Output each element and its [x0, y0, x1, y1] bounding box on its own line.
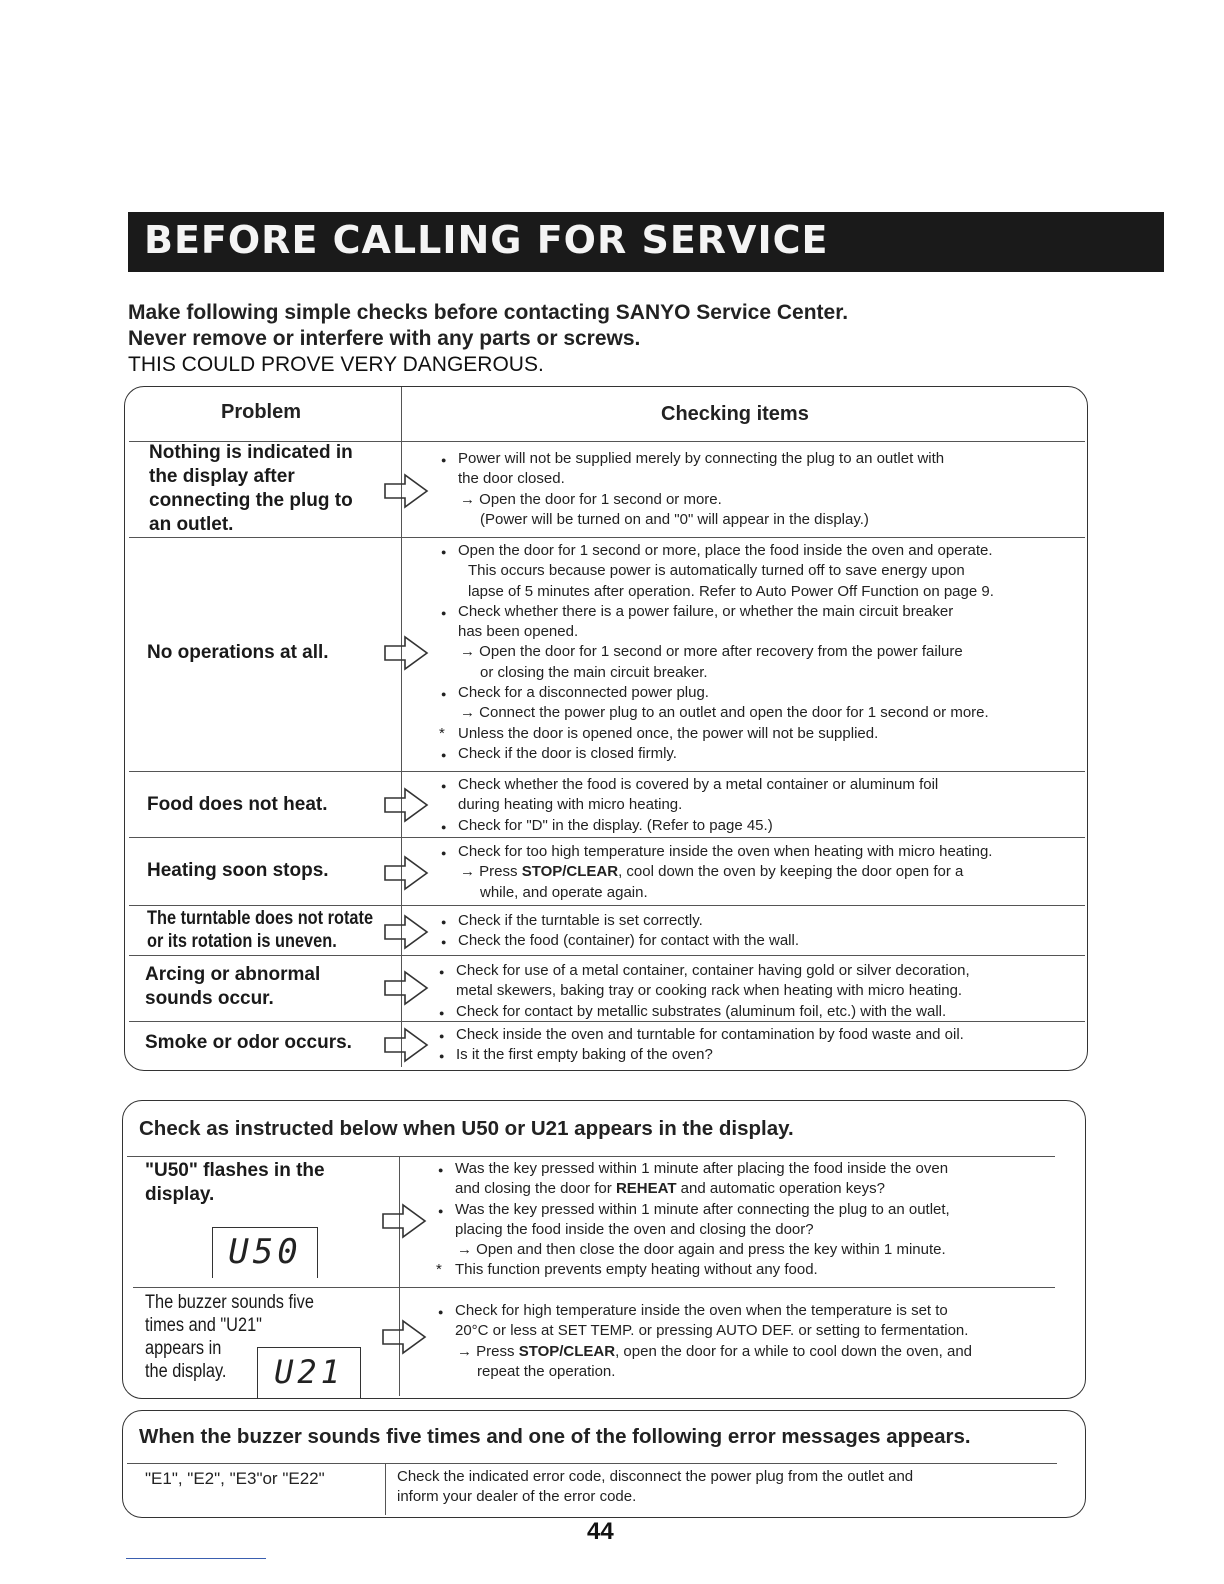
page-number: 44 — [587, 1518, 614, 1545]
checking-items-heating-stops: ● Check for too high temperature inside the oven when heating with micro heating. → Press STOP/CLEAR, cool down the oven by keeping the door open for a while, and operate again. — [458, 842, 992, 903]
checking-items-arcing: ● Check for use of a metal container, container having gold or silver decoration, metal skewers, baking tray or cooking rack when heating with micro heating. ● Check for contact by metallic substrates (aluminum foil, etc.) with the wall. — [456, 961, 970, 1022]
checking-items-food-not-heat: ● Check whether the food is covered by a metal container or aluminum foil during heating with micro heating. ● Check for "D" in the display. (Refer to page 45.) — [458, 775, 938, 836]
header-checking-items: Checking items — [661, 403, 809, 425]
title-banner — [128, 212, 1164, 272]
row-divider — [129, 771, 1085, 772]
arrow-right-icon — [383, 914, 431, 950]
problem-heating-stops: Heating soon stops. — [147, 860, 329, 881]
troubleshooting-table — [124, 386, 1088, 1071]
problem-no-display: Nothing is indicated in the display after connecting the plug to an outlet. — [149, 442, 353, 535]
footer-line — [126, 1558, 266, 1559]
error-codes: "E1", "E2", "E3"or "E22" — [145, 1469, 325, 1488]
arrow-right-icon — [381, 1203, 429, 1239]
reheat-key-label: REHEAT — [615, 1180, 677, 1198]
problem-arcing: Arcing or abnormal sounds occur. — [145, 964, 321, 1009]
u21-display: U21 — [257, 1347, 361, 1398]
stop-clear-key-label: STOP/CLEAR — [518, 1342, 616, 1360]
arrow-right-icon — [383, 787, 431, 823]
checking-items-no-operations: ● Open the door for 1 second or more, place the food inside the oven and operate. This occurs because power is automatically turned off to save energy upon lapse of 5 minutes after operation. Refer to Auto Power Off Function on page 9. ● Check whether there is a power failure, or whether the main circuit breaker has been opened. → Open the door for 1 second or more after recovery from the power failure or closing the main circuit breaker. ● Check for a disconnected power plug. → Connect the power plug to an outlet and open the door for 1 second or more. * Unless the door is opened once, the power will not be supplied. ● Check if the door is closed firmly. — [458, 541, 994, 764]
u-box-title: Check as instructed below when U50 or U21 appears in the display. — [139, 1117, 794, 1140]
column-divider — [399, 1156, 400, 1396]
u50-display: U50 — [212, 1227, 318, 1278]
problem-u50: "U50" flashes in the display. — [145, 1160, 325, 1205]
problem-no-operations: No operations at all. — [147, 642, 329, 663]
row-divider — [127, 1463, 1057, 1464]
arrow-right-icon — [383, 970, 431, 1006]
intro-text — [128, 300, 848, 378]
checking-items-error-codes: Check the indicated error code, disconnect the power plug from the outlet and inform your dealer of the error code. — [397, 1468, 914, 1506]
row-divider — [129, 905, 1085, 906]
row-divider — [129, 537, 1085, 538]
problem-turntable: The turntable does not rotate or its rotation is uneven. — [147, 908, 374, 952]
e-box-title: When the buzzer sounds five times and one of the following error messages appears. — [139, 1425, 971, 1448]
row-divider — [129, 837, 1085, 838]
checking-items-u21: ● Check for high temperature inside the oven when the temperature is set to 20°C or less at SET TEMP. or pressing AUTO DEF. or setting to fermentation. → Press STOP/CLEAR, open the door for a while to cool down the oven, and repeat the operation. — [455, 1301, 972, 1382]
row-divider — [129, 955, 1085, 956]
arrow-right-icon — [383, 855, 431, 891]
row-divider — [127, 1156, 1055, 1157]
arrow-right-icon — [383, 1027, 431, 1063]
header-problem: Problem — [221, 401, 302, 423]
intro-line-3: THIS COULD PROVE VERY DANGEROUS. — [128, 353, 544, 376]
problem-u21: The buzzer sounds five times and "U21" appears in the display. — [145, 1292, 314, 1382]
arrow-right-icon — [383, 473, 431, 509]
checking-items-u50: ● Was the key pressed within 1 minute after placing the food inside the oven and closing the door for REHEAT and automatic operation keys? ● Was the key pressed within 1 minute after connecting the plug to an outlet, placing the food inside the oven and closing the door? → Open and then close the door again and press the key within 1 minute. * This function prevents empty heating without any food. — [455, 1159, 950, 1281]
stop-clear-key-label: STOP/CLEAR — [521, 863, 619, 881]
intro-line-1: Make following simple checks before contacting SANYO Service Center. — [128, 301, 849, 324]
arrow-right-icon — [381, 1319, 429, 1355]
checking-items-no-display: ● Power will not be supplied merely by connecting the plug to an outlet with the door closed. → Open the door for 1 second or more. (Power will be turned on and "0" will appear in the display.) — [458, 449, 944, 530]
problem-food-not-heat: Food does not heat. — [147, 794, 328, 815]
column-divider — [385, 1463, 386, 1515]
checking-items-turntable: ● Check if the turntable is set correctly. ● Check the food (container) for contact with the wall. — [458, 911, 799, 952]
problem-smoke: Smoke or odor occurs. — [145, 1032, 352, 1053]
page-title: BEFORE CALLING FOR SERVICE — [144, 218, 829, 262]
row-divider — [133, 1287, 1055, 1288]
arrow-right-icon — [383, 635, 431, 671]
checking-items-smoke: ● Check inside the oven and turntable for contamination by food waste and oil. ● Is it the first empty baking of the oven? — [456, 1025, 964, 1066]
intro-line-2: Never remove or interfere with any parts or screws. — [128, 327, 641, 350]
e-error-box — [122, 1410, 1086, 1518]
u-error-box — [122, 1100, 1086, 1399]
